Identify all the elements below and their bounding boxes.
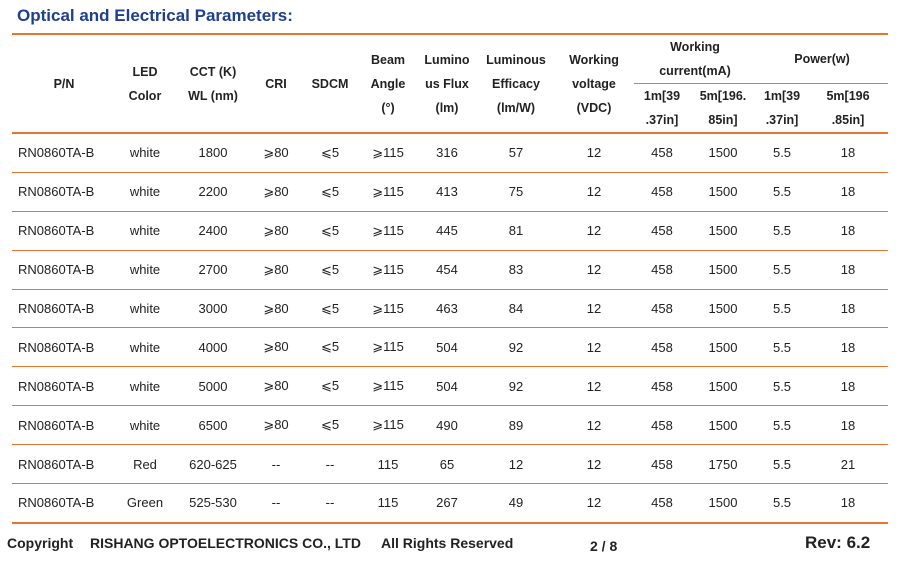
cell-cri: ⩾80 bbox=[252, 172, 300, 211]
cell-sdcm: ⩽5 bbox=[300, 211, 360, 250]
cell-luminous-flux: 490 bbox=[416, 406, 478, 445]
cell-efficacy: 49 bbox=[478, 484, 554, 523]
cell-pn: RN0860TA-B bbox=[12, 172, 116, 211]
cell-power-5m: 18 bbox=[808, 133, 888, 172]
header-efficacy-line1: Luminous bbox=[486, 52, 546, 67]
cell-cct-wl: 2200 bbox=[174, 172, 252, 211]
header-cct-line1: CCT (K) bbox=[189, 64, 237, 79]
header-efficacy-line2: Efficacy bbox=[492, 76, 540, 91]
header-current-5m bbox=[690, 84, 756, 134]
cell-cri: -- bbox=[252, 445, 300, 484]
header-power: Power(w) bbox=[756, 34, 888, 84]
cell-cct-wl: 4000 bbox=[174, 328, 252, 367]
cell-voltage: 12 bbox=[554, 172, 634, 211]
cell-led-color: white bbox=[116, 250, 174, 289]
cell-power-5m: 18 bbox=[808, 328, 888, 367]
header-voltage-line3: (VDC) bbox=[576, 100, 612, 115]
cell-power-5m: 18 bbox=[808, 406, 888, 445]
header-working-current bbox=[634, 34, 756, 84]
header-power-5m-line2: .85in] bbox=[831, 113, 865, 127]
cell-efficacy: 92 bbox=[478, 328, 554, 367]
cell-power-5m: 18 bbox=[808, 367, 888, 406]
cell-current-5m: 1500 bbox=[690, 289, 756, 328]
cell-current-1m: 458 bbox=[634, 289, 690, 328]
cell-cri: ⩾80 bbox=[252, 289, 300, 328]
cell-power-1m: 5.5 bbox=[756, 172, 808, 211]
footer-page-number: 2 / 8 bbox=[590, 538, 618, 554]
cell-pn: RN0860TA-B bbox=[12, 133, 116, 172]
header-current-5m-line2: 85in] bbox=[708, 113, 738, 127]
header-voltage-line2: voltage bbox=[572, 76, 616, 91]
table-row bbox=[12, 445, 888, 484]
cell-power-5m: 18 bbox=[808, 211, 888, 250]
cell-beam-angle: ⩾115 bbox=[360, 172, 416, 211]
header-power-1m bbox=[756, 84, 808, 134]
cell-beam-angle: ⩾115 bbox=[360, 211, 416, 250]
header-efficacy-line3: (lm/W) bbox=[496, 100, 536, 115]
cell-current-1m: 458 bbox=[634, 367, 690, 406]
cell-current-5m: 1500 bbox=[690, 367, 756, 406]
table-row bbox=[12, 289, 888, 328]
header-beam-angle bbox=[360, 34, 416, 133]
cell-voltage: 12 bbox=[554, 211, 634, 250]
cell-power-1m: 5.5 bbox=[756, 289, 808, 328]
cell-cri: ⩾80 bbox=[252, 367, 300, 406]
cell-sdcm: -- bbox=[300, 484, 360, 523]
header-pn: P/N bbox=[12, 34, 116, 133]
cell-current-1m: 458 bbox=[634, 172, 690, 211]
cell-voltage: 12 bbox=[554, 328, 634, 367]
cell-sdcm: ⩽5 bbox=[300, 406, 360, 445]
cell-pn: RN0860TA-B bbox=[12, 484, 116, 523]
cell-pn: RN0860TA-B bbox=[12, 250, 116, 289]
cell-voltage: 12 bbox=[554, 367, 634, 406]
cell-efficacy: 75 bbox=[478, 172, 554, 211]
cell-led-color: white bbox=[116, 211, 174, 250]
cell-efficacy: 81 bbox=[478, 211, 554, 250]
cell-current-5m: 1500 bbox=[690, 172, 756, 211]
cell-sdcm: ⩽5 bbox=[300, 172, 360, 211]
cell-current-5m: 1500 bbox=[690, 211, 756, 250]
cell-pn: RN0860TA-B bbox=[12, 367, 116, 406]
header-flux-line1: Lumino bbox=[424, 52, 470, 67]
page-footer bbox=[0, 533, 900, 557]
cell-sdcm: -- bbox=[300, 445, 360, 484]
table-row bbox=[12, 250, 888, 289]
table-row bbox=[12, 406, 888, 445]
cell-power-1m: 5.5 bbox=[756, 484, 808, 523]
footer-rights: All Rights Reserved bbox=[381, 535, 514, 551]
table-row bbox=[12, 328, 888, 367]
cell-cri: -- bbox=[252, 484, 300, 523]
header-current-1m-line2: .37in] bbox=[645, 113, 679, 127]
cell-efficacy: 83 bbox=[478, 250, 554, 289]
cell-sdcm: ⩽5 bbox=[300, 367, 360, 406]
cell-efficacy: 12 bbox=[478, 445, 554, 484]
cell-cri: ⩾80 bbox=[252, 250, 300, 289]
cell-cri: ⩾80 bbox=[252, 211, 300, 250]
cell-luminous-flux: 504 bbox=[416, 328, 478, 367]
cell-cct-wl: 1800 bbox=[174, 133, 252, 172]
cell-current-5m: 1500 bbox=[690, 133, 756, 172]
cell-cri: ⩾80 bbox=[252, 328, 300, 367]
header-luminous-efficacy bbox=[478, 34, 554, 133]
cell-voltage: 12 bbox=[554, 289, 634, 328]
header-power-1m-line2: .37in] bbox=[765, 113, 799, 127]
cell-cct-wl: 2700 bbox=[174, 250, 252, 289]
footer-copyright: Copyright bbox=[7, 535, 74, 551]
cell-sdcm: ⩽5 bbox=[300, 328, 360, 367]
cell-cct-wl: 2400 bbox=[174, 211, 252, 250]
cell-current-5m: 1500 bbox=[690, 250, 756, 289]
footer-revision: Rev: 6.2 bbox=[805, 533, 871, 552]
header-current-line2: current(mA) bbox=[659, 64, 731, 78]
cell-beam-angle: ⩾115 bbox=[360, 133, 416, 172]
header-current-1m-line1: 1m[39 bbox=[643, 89, 681, 103]
header-power-5m-line1: 5m[196 bbox=[826, 89, 870, 103]
cell-beam-angle: ⩾115 bbox=[360, 289, 416, 328]
cell-cct-wl: 5000 bbox=[174, 367, 252, 406]
cell-luminous-flux: 445 bbox=[416, 211, 478, 250]
cell-cri: ⩾80 bbox=[252, 406, 300, 445]
cell-power-5m: 18 bbox=[808, 484, 888, 523]
parameters-table bbox=[12, 33, 888, 524]
cell-current-1m: 458 bbox=[634, 406, 690, 445]
cell-current-1m: 458 bbox=[634, 484, 690, 523]
table-row bbox=[12, 367, 888, 406]
header-power-5m bbox=[808, 84, 888, 134]
cell-beam-angle: ⩾115 bbox=[360, 406, 416, 445]
cell-power-5m: 18 bbox=[808, 289, 888, 328]
cell-luminous-flux: 65 bbox=[416, 445, 478, 484]
cell-efficacy: 89 bbox=[478, 406, 554, 445]
cell-voltage: 12 bbox=[554, 445, 634, 484]
header-led-color bbox=[116, 34, 174, 133]
header-led-color-line1: LED bbox=[132, 64, 158, 79]
cell-cri: ⩾80 bbox=[252, 133, 300, 172]
table-row bbox=[12, 133, 888, 172]
cell-power-1m: 5.5 bbox=[756, 406, 808, 445]
cell-efficacy: 84 bbox=[478, 289, 554, 328]
cell-sdcm: ⩽5 bbox=[300, 250, 360, 289]
cell-power-1m: 5.5 bbox=[756, 367, 808, 406]
cell-led-color: white bbox=[116, 367, 174, 406]
header-sdcm: SDCM bbox=[300, 34, 360, 133]
cell-power-5m: 21 bbox=[808, 445, 888, 484]
cell-current-1m: 458 bbox=[634, 328, 690, 367]
cell-sdcm: ⩽5 bbox=[300, 133, 360, 172]
header-beam-line3: (°) bbox=[381, 100, 395, 115]
cell-beam-angle: 115 bbox=[360, 445, 416, 484]
cell-voltage: 12 bbox=[554, 133, 634, 172]
cell-current-5m: 1500 bbox=[690, 328, 756, 367]
cell-current-5m: 1750 bbox=[690, 445, 756, 484]
cell-current-5m: 1500 bbox=[690, 406, 756, 445]
cell-cct-wl: 525-530 bbox=[174, 484, 252, 523]
cell-power-1m: 5.5 bbox=[756, 211, 808, 250]
table-row bbox=[12, 211, 888, 250]
header-power-1m-line1: 1m[39 bbox=[763, 89, 801, 103]
cell-pn: RN0860TA-B bbox=[12, 445, 116, 484]
cell-voltage: 12 bbox=[554, 406, 634, 445]
cell-luminous-flux: 463 bbox=[416, 289, 478, 328]
cell-led-color: white bbox=[116, 133, 174, 172]
cell-led-color: white bbox=[116, 289, 174, 328]
table-row bbox=[12, 484, 888, 523]
cell-beam-angle: 115 bbox=[360, 484, 416, 523]
cell-cct-wl: 6500 bbox=[174, 406, 252, 445]
cell-voltage: 12 bbox=[554, 250, 634, 289]
cell-beam-angle: ⩾115 bbox=[360, 367, 416, 406]
cell-pn: RN0860TA-B bbox=[12, 406, 116, 445]
header-current-line1: Working bbox=[670, 40, 720, 54]
header-flux-line3: (lm) bbox=[435, 100, 459, 115]
cell-led-color: white bbox=[116, 172, 174, 211]
header-current-1m bbox=[634, 84, 690, 134]
cell-efficacy: 57 bbox=[478, 133, 554, 172]
cell-luminous-flux: 316 bbox=[416, 133, 478, 172]
cell-current-1m: 458 bbox=[634, 445, 690, 484]
header-voltage-line1: Working bbox=[569, 52, 619, 67]
cell-led-color: Green bbox=[116, 484, 174, 523]
cell-sdcm: ⩽5 bbox=[300, 289, 360, 328]
cell-efficacy: 92 bbox=[478, 367, 554, 406]
table-body bbox=[12, 133, 888, 523]
cell-luminous-flux: 454 bbox=[416, 250, 478, 289]
header-current-5m-line1: 5m[196. bbox=[699, 89, 747, 103]
cell-beam-angle: ⩾115 bbox=[360, 250, 416, 289]
section-title: Optical and Electrical Parameters: bbox=[17, 6, 293, 25]
cell-voltage: 12 bbox=[554, 484, 634, 523]
cell-pn: RN0860TA-B bbox=[12, 289, 116, 328]
cell-luminous-flux: 267 bbox=[416, 484, 478, 523]
cell-power-1m: 5.5 bbox=[756, 133, 808, 172]
cell-power-1m: 5.5 bbox=[756, 250, 808, 289]
header-luminous-flux bbox=[416, 34, 478, 133]
cell-luminous-flux: 504 bbox=[416, 367, 478, 406]
cell-led-color: white bbox=[116, 328, 174, 367]
header-flux-line2: us Flux bbox=[425, 76, 469, 91]
header-led-color-line2: Color bbox=[128, 88, 162, 103]
cell-led-color: Red bbox=[116, 445, 174, 484]
cell-beam-angle: ⩾115 bbox=[360, 328, 416, 367]
header-cct-line2: WL (nm) bbox=[188, 88, 238, 103]
cell-current-1m: 458 bbox=[634, 250, 690, 289]
cell-power-5m: 18 bbox=[808, 172, 888, 211]
header-beam-line1: Beam bbox=[370, 52, 406, 67]
cell-cct-wl: 3000 bbox=[174, 289, 252, 328]
cell-pn: RN0860TA-B bbox=[12, 328, 116, 367]
cell-pn: RN0860TA-B bbox=[12, 211, 116, 250]
cell-power-5m: 18 bbox=[808, 250, 888, 289]
header-beam-line2: Angle bbox=[370, 76, 406, 91]
header-cct bbox=[174, 34, 252, 133]
cell-current-1m: 458 bbox=[634, 211, 690, 250]
cell-power-1m: 5.5 bbox=[756, 328, 808, 367]
header-cri: CRI bbox=[252, 34, 300, 133]
footer-company: RISHANG OPTOELECTRONICS CO., LTD bbox=[90, 535, 361, 551]
cell-led-color: white bbox=[116, 406, 174, 445]
cell-cct-wl: 620-625 bbox=[174, 445, 252, 484]
cell-current-1m: 458 bbox=[634, 133, 690, 172]
table-row bbox=[12, 172, 888, 211]
cell-current-5m: 1500 bbox=[690, 484, 756, 523]
cell-power-1m: 5.5 bbox=[756, 445, 808, 484]
cell-luminous-flux: 413 bbox=[416, 172, 478, 211]
header-working-voltage bbox=[554, 34, 634, 133]
